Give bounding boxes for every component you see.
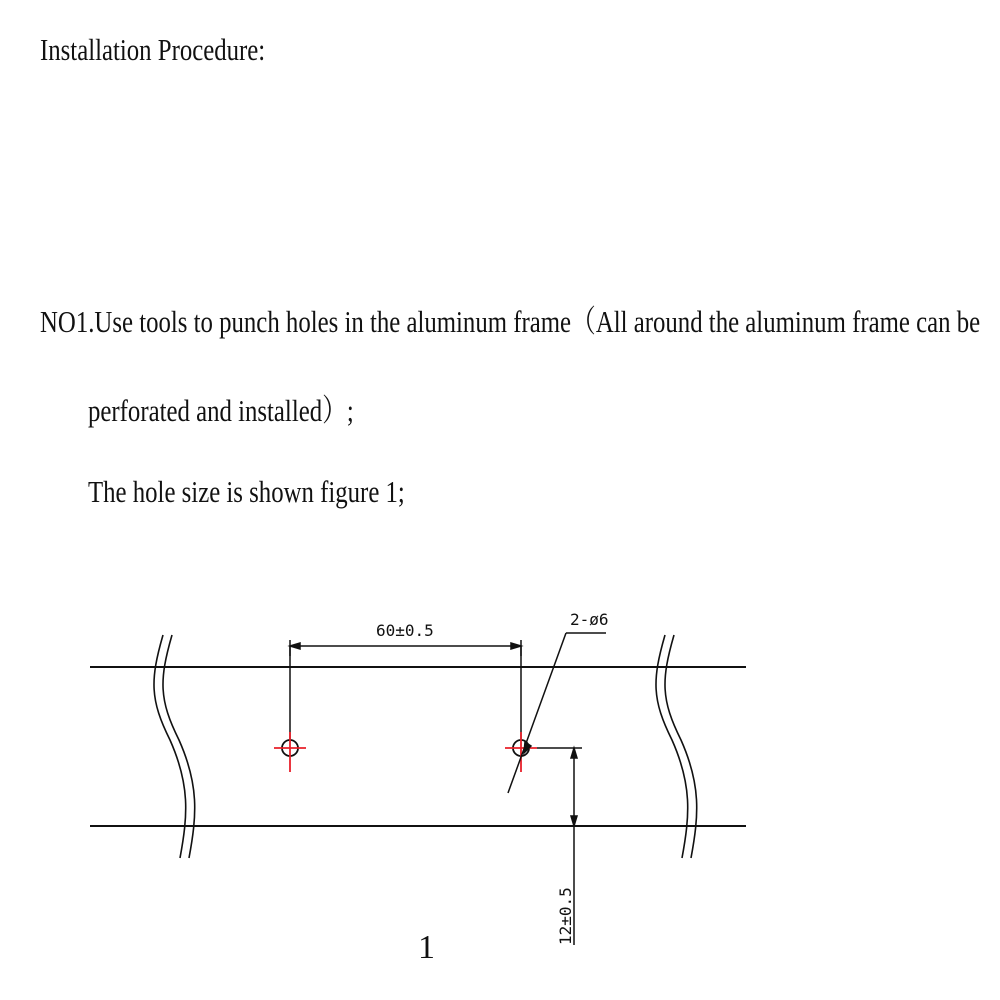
right-hole	[505, 732, 537, 772]
step-1-line-3: The hole size is shown figure 1;	[88, 474, 405, 509]
hole-spacing-dimension	[290, 640, 521, 740]
step-1-line-1: NO1.Use tools to punch holes in the aluminum frame（All around the aluminum frame can be	[40, 304, 981, 339]
figure-1-drawing	[0, 600, 1000, 1000]
right-break-mark	[656, 635, 697, 858]
figure-number: 1	[418, 929, 435, 966]
step-1-line-2: perforated and installed）;	[88, 393, 354, 428]
edge-offset-label: 12±0.5	[556, 887, 575, 945]
left-break-mark	[154, 635, 195, 858]
hole-spacing-label: 60±0.5	[376, 621, 434, 640]
hole-callout-label: 2-ø6	[570, 610, 609, 629]
hole-callout-leader	[508, 633, 606, 793]
left-hole	[274, 732, 306, 772]
page-heading: Installation Procedure:	[40, 32, 266, 67]
